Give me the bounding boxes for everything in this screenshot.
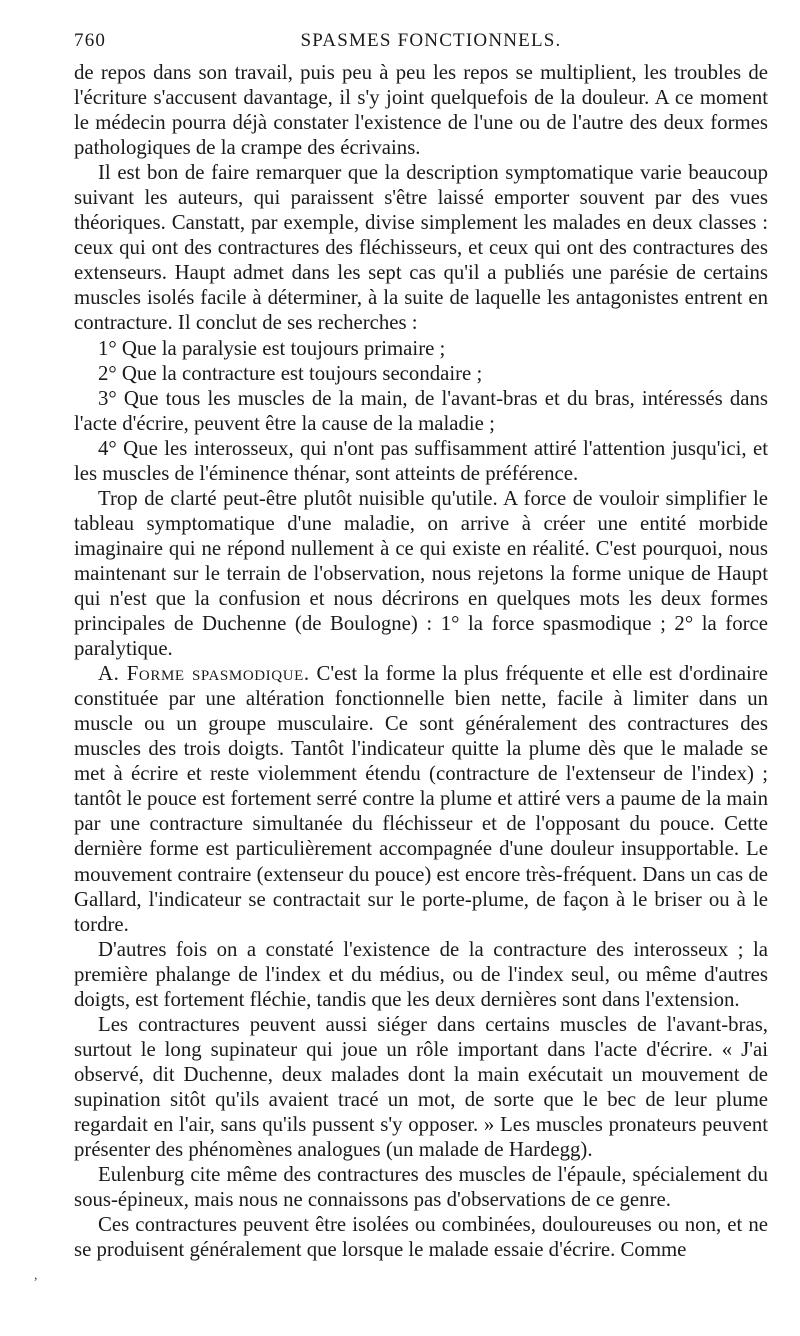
list-item-conclusion-4: 4° Que les interosseux, qui n'ont pas suffisamment attiré l'attention jusqu'ici, et les muscles de l'éminence thénar, sont atteints de préférence.: [74, 436, 768, 485]
paragraph-continuation: de repos dans son travail, puis peu à peu les repos se multiplient, les troubles de l'écriture s'accusent davantage, il s'y joint quelquefois de la douleur. A ce moment le médecin pourra déjà constater l'existence de l'une ou de l'autre des deux formes pathologiques de la crampe des écrivains.: [74, 61, 768, 160]
paragraph-authors: Il est bon de faire remarquer que la description symptomatique varie beaucoup suivant les auteurs, qui paraissent s'être laissé emporter souvent par des vues théoriques. Canstatt, par exemple, divise simplement les malades en deux classes : ceux qui ont des contractures des fléchisseurs, et ceux qui ont des contractures des extenseurs. Haupt admet dans les sept cas qu'il a publiés une parésie de certains muscles isolés facile à déterminer, à la suite de laquelle les antagonistes entrent en contracture. Il conclut de ses recherches :: [74, 161, 768, 335]
paragraph-clarity: Trop de clarté peut-être plutôt nuisible qu'utile. A force de vouloir simplifier le tableau symptomatique d'une maladie, on arrive à créer une entité morbide imaginaire qui ne répond nullement à ce qui existe en réalité. C'est pourquoi, nous maintenant sur le terrain de l'observation, nous rejetons la forme unique de Haupt qui n'est que la confusion et nous décrirons en quelques mots les deux formes principales de Duchenne (de Boulogne) : 1° la force spasmodique ; 2° la force paralytique.: [74, 486, 768, 661]
list-item-conclusion-1: 1° Que la paralysie est toujours primaire ;: [98, 336, 446, 360]
paragraph-spasmodic-form: [74, 661, 768, 937]
paragraph-shoulder: Eulenburg cite même des contractures des muscles de l'épaule, spécialement du sous-épineux, mais nous ne connaissons pas d'observations de ce genre.: [74, 1163, 768, 1212]
running-title: SPASMES FONCTIONNELS.: [300, 30, 562, 51]
section-heading-spasmodic: A. Forme spasmodique.: [98, 662, 310, 686]
body-text: [74, 60, 768, 1262]
paragraph-forearm: Les contractures peuvent aussi siéger dans certains muscles de l'avant-bras, surtout le long supinateur qui joue un rôle important dans l'acte d'écrire. « J'ai observé, dit Duchenne, deux malades dont la main exécutait un mouvement de supination sitôt qu'ils avaient tracé un mot, de sorte que le bec de leur plume regardait en l'air, sans qu'ils pussent s'y opposer. » Les muscles pronateurs peuvent présenter des phénomènes analogues (un malade de Hardegg).: [74, 1012, 768, 1162]
page-number: 760: [74, 30, 107, 51]
margin-mark: ,: [34, 1268, 38, 1283]
running-head: [74, 30, 768, 56]
paragraph-spasmodic-text: C'est la forme la plus fréquente et elle est d'ordinaire constituée par une altération fonctionnelle bien nette, facile à limiter dans un muscle ou un groupe musculaire. Ce sont généralement des contractures des muscles des trois doigts. Tantôt l'indicateur quitte la plume dès que le malade se met à écrire et reste violemment étendu (contracture de l'extenseur de l'index) ; tantôt le pouce est fortement serré contre la plume et attiré vers a paume de la main par une contracture simultanée du fléchisseur et de l'opposant du pouce. Cette dernière forme est particulièrement accompagnée d'une douleur insupportable. Le mouvement contraire (extenseur du pouce) est encore très-fréquent. Dans un cas de Gallard, l'indicateur se contractait sur le porte-plume, de façon à le briser ou à le tordre.: [74, 662, 768, 936]
list-item-conclusion-3: 3° Que tous les muscles de la main, de l'avant-bras et du bras, intéressés dans l'acte d'écrire, peuvent être la cause de la maladie ;: [74, 386, 768, 435]
book-page: [74, 30, 768, 1262]
paragraph-interosseous: D'autres fois on a constaté l'existence de la contracture des interosseux ; la première phalange de l'index et du médius, ou de l'index seul, ou même d'autres doigts, est fortement fléchie, tandis que les deux dernières sont dans l'extension.: [74, 937, 768, 1011]
paragraph-combined: Ces contractures peuvent être isolées ou combinées, douloureuses ou non, et ne se produisent généralement que lorsque le malade essaie d'écrire. Comme: [74, 1213, 768, 1262]
list-item-conclusion-2: 2° Que la contracture est toujours secondaire ;: [98, 361, 483, 385]
